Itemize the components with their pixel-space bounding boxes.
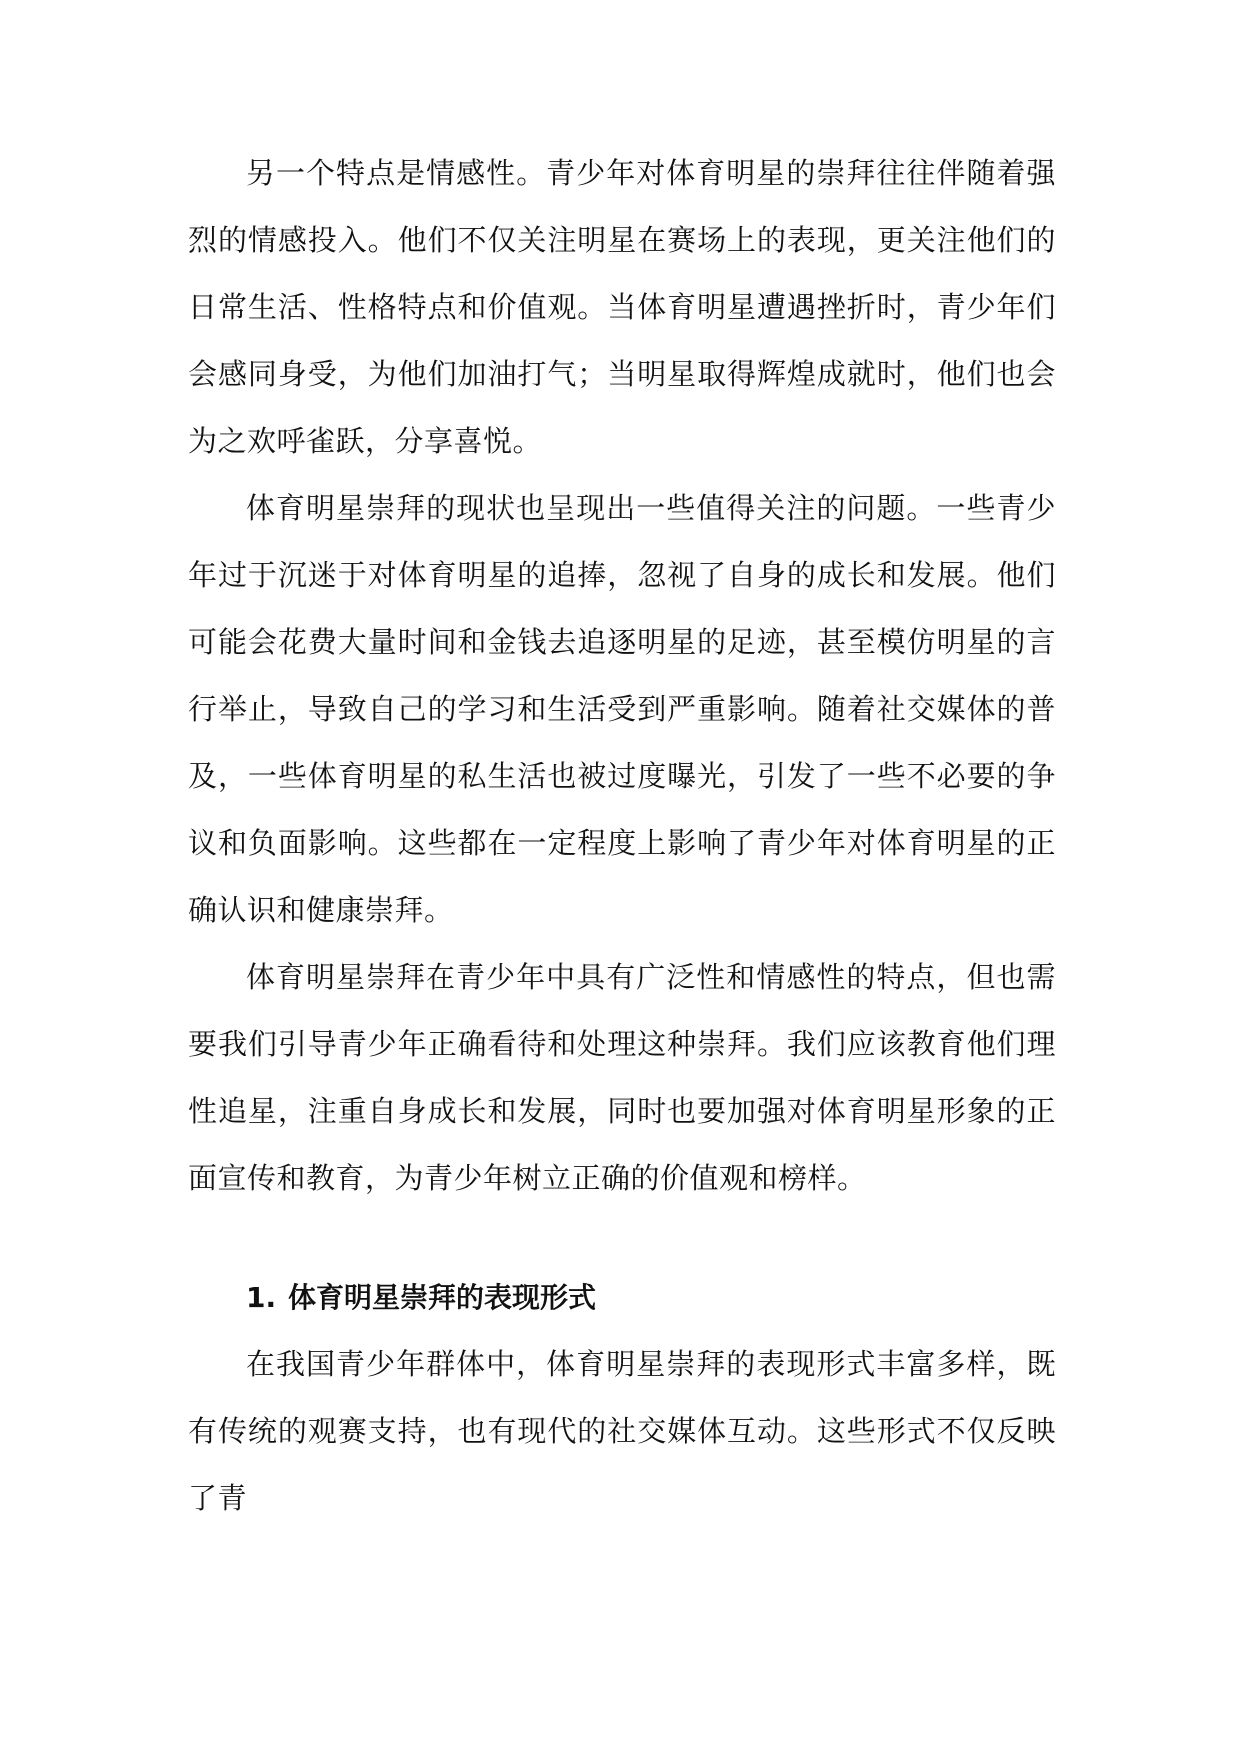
section-title: 体育明星崇拜的表现形式 (288, 1281, 597, 1314)
document-body (188, 140, 1056, 1532)
paragraph-guidance: 体育明星崇拜在青少年中具有广泛性和情感性的特点，但也需要我们引导青少年正确看待和处理这种崇拜。我们应该教育他们理性追星，注重自身成长和发展，同时也要加强对体育明星形象的正面宣传和教育，为青少年树立正确的价值观和榜样。 (188, 960, 1056, 1195)
paragraph-emotional-trait: 另一个特点是情感性。青少年对体育明星的崇拜往往伴随着强烈的情感投入。他们不仅关注明星在赛场上的表现，更关注他们的日常生活、性格特点和价值观。当体育明星遭遇挫折时，青少年们会感同身受，为他们加油打气；当明星取得辉煌成就时，他们也会为之欢呼雀跃，分享喜悦。 (188, 156, 1056, 458)
section-number: 1. (246, 1281, 277, 1314)
section-heading (188, 1264, 1056, 1331)
paragraph-current-problems: 体育明星崇拜的现状也呈现出一些值得关注的问题。一些青少年过于沉迷于对体育明星的追捧，忽视了自身的成长和发展。他们可能会花费大量时间和金钱去追逐明星的足迹，甚至模仿明星的言行举止，导致自己的学习和生活受到严重影响。随着社交媒体的普及，一些体育明星的私生活也被过度曝光，引发了一些不必要的争议和负面影响。这些都在一定程度上影响了青少年对体育明星的正确认识和健康崇拜。 (188, 491, 1056, 927)
paragraph-forms-intro: 在我国青少年群体中，体育明星崇拜的表现形式丰富多样，既有传统的观赛支持，也有现代的社交媒体互动。这些形式不仅反映了青 (188, 1347, 1056, 1515)
